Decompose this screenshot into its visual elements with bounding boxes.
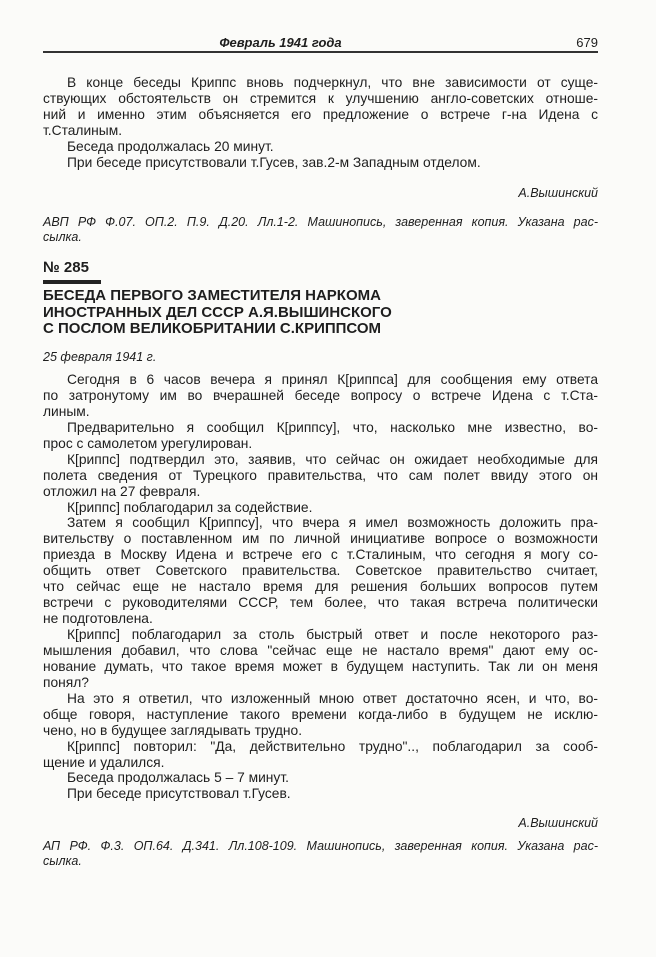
text-line: С ПОСЛОМ ВЕЛИКОБРИТАНИИ С.КРИППСОМ (43, 320, 382, 337)
text-line: нование думать, что такое время может в будущем наступить. Так ли он меня (43, 658, 598, 674)
document-title (43, 288, 598, 338)
text-line: К[риппс] поблагодарил за столь быстрый ответ и после некоторого раз- (67, 627, 598, 642)
document-date: 25 февраля 1941 г. (43, 350, 157, 364)
text-line: обще говоря, наступление такого времени когда-либо в будущем не исклю- (43, 706, 598, 722)
text-line: При беседе присутствовал т.Гусев. (67, 786, 291, 802)
text-line: При беседе присутствовали т.Гусев, зав.2-м Западным отделом. (67, 155, 481, 170)
text-line: БЕСЕДА ПЕРВОГО ЗАМЕСТИТЕЛЯ НАРКОМА (43, 287, 381, 304)
text-line: понял? (43, 674, 89, 690)
text-line: чено, но в будущее заглядывать трудно. (43, 722, 303, 738)
text-line: К[риппс] повторил: "Да, действительно трудно".., поблагодарил за сооб- (67, 738, 598, 754)
text-line: щение и удалился. (43, 754, 165, 770)
document-body (43, 372, 598, 802)
text-line: сылка. (43, 230, 82, 244)
text-line: Затем я сообщил К[риппсу], что вчера я имел возможность доложить пра- (67, 515, 598, 531)
text-line: общить ответ Советского правительства. Советское правительство считает, (43, 563, 598, 579)
header-title: Февраль 1941 года (219, 35, 342, 50)
number-underline-bar (43, 280, 101, 284)
text-line: мышления добавил, что слова "сейчас еще не настало время" дают ему ос- (43, 642, 598, 658)
text-line: отложил на 27 февраля. (43, 483, 201, 499)
text-line: К[риппс] поблагодарил за содействие. (67, 499, 313, 515)
text-line: Сегодня в 6 часов вечера я принял К[риппса] для сообщения ему ответа (67, 372, 598, 387)
previous-document-body (43, 75, 598, 171)
text-line: ствующих обстоятельств он стремится к улучшению англо-советских отноше- (43, 91, 598, 106)
text-line: сылка. (43, 854, 82, 868)
text-line: т.Сталиным. (43, 123, 123, 138)
document-source-note (43, 839, 598, 869)
text-line: В конце беседы Криппс вновь подчеркнул, что вне зависимости от суще- (67, 75, 598, 90)
text-line: что сейчас еще не настало время для решения больших вопросов путем (43, 579, 598, 595)
text-line: ний и именно этим объясняется его предложение о встрече г-на Идена с (43, 107, 598, 122)
text-line: Беседа продолжалась 5 – 7 минут. (67, 770, 289, 786)
text-line: встречи с руководителями СССР, тем более, что такая встреча политически (43, 595, 598, 611)
header-divider (43, 51, 598, 53)
text-line: На это я ответил, что изложенный мною ответ достаточно ясен, и что, во- (67, 690, 598, 706)
text-line: по затронутому им во вчерашней беседе вопросу о встрече Идена с т.Ста- (43, 387, 598, 403)
text-line: ИНОСТРАННЫХ ДЕЛ СССР А.Я.ВЫШИНСКОГО (43, 303, 392, 321)
text-line: Предварительно я сообщил К[риппсу], что, насколько мне известно, во- (67, 419, 598, 435)
page-number: 679 (576, 35, 598, 50)
text-line: линым. (43, 403, 90, 419)
text-line: не подготовлена. (43, 611, 153, 627)
previous-signature: А.Вышинский (518, 186, 598, 200)
text-line: прос с самолетом урегулирован. (43, 435, 253, 451)
text-line: К[риппс] подтвердил это, заявив, что сейчас он ожидает необходимые для (67, 451, 598, 467)
text-line: АВП РФ Ф.07. ОП.2. П.9. Д.20. Лл.1-2. Машинопись, заверенная копия. Указана рас- (43, 215, 598, 229)
previous-source-note (43, 215, 598, 245)
text-line: приезда в Москву Идена и встрече его с т.Сталиным, что сегодня я могу со- (43, 547, 598, 563)
text-line: Беседа продолжалась 20 минут. (67, 139, 274, 154)
document-signature: А.Вышинский (518, 816, 598, 830)
text-line: вительству о поставленном им по личной инициативе вопросе о возможности (43, 531, 598, 547)
text-line: полета сведения от Турецкого правительства, что сам полет ввиду этого он (43, 467, 598, 483)
document-number: № 285 (43, 259, 89, 276)
text-line: АП РФ. Ф.3. ОП.64. Д.341. Лл.108-109. Машинопись, заверенная копия. Указана рас- (43, 839, 598, 853)
running-header (43, 35, 598, 51)
